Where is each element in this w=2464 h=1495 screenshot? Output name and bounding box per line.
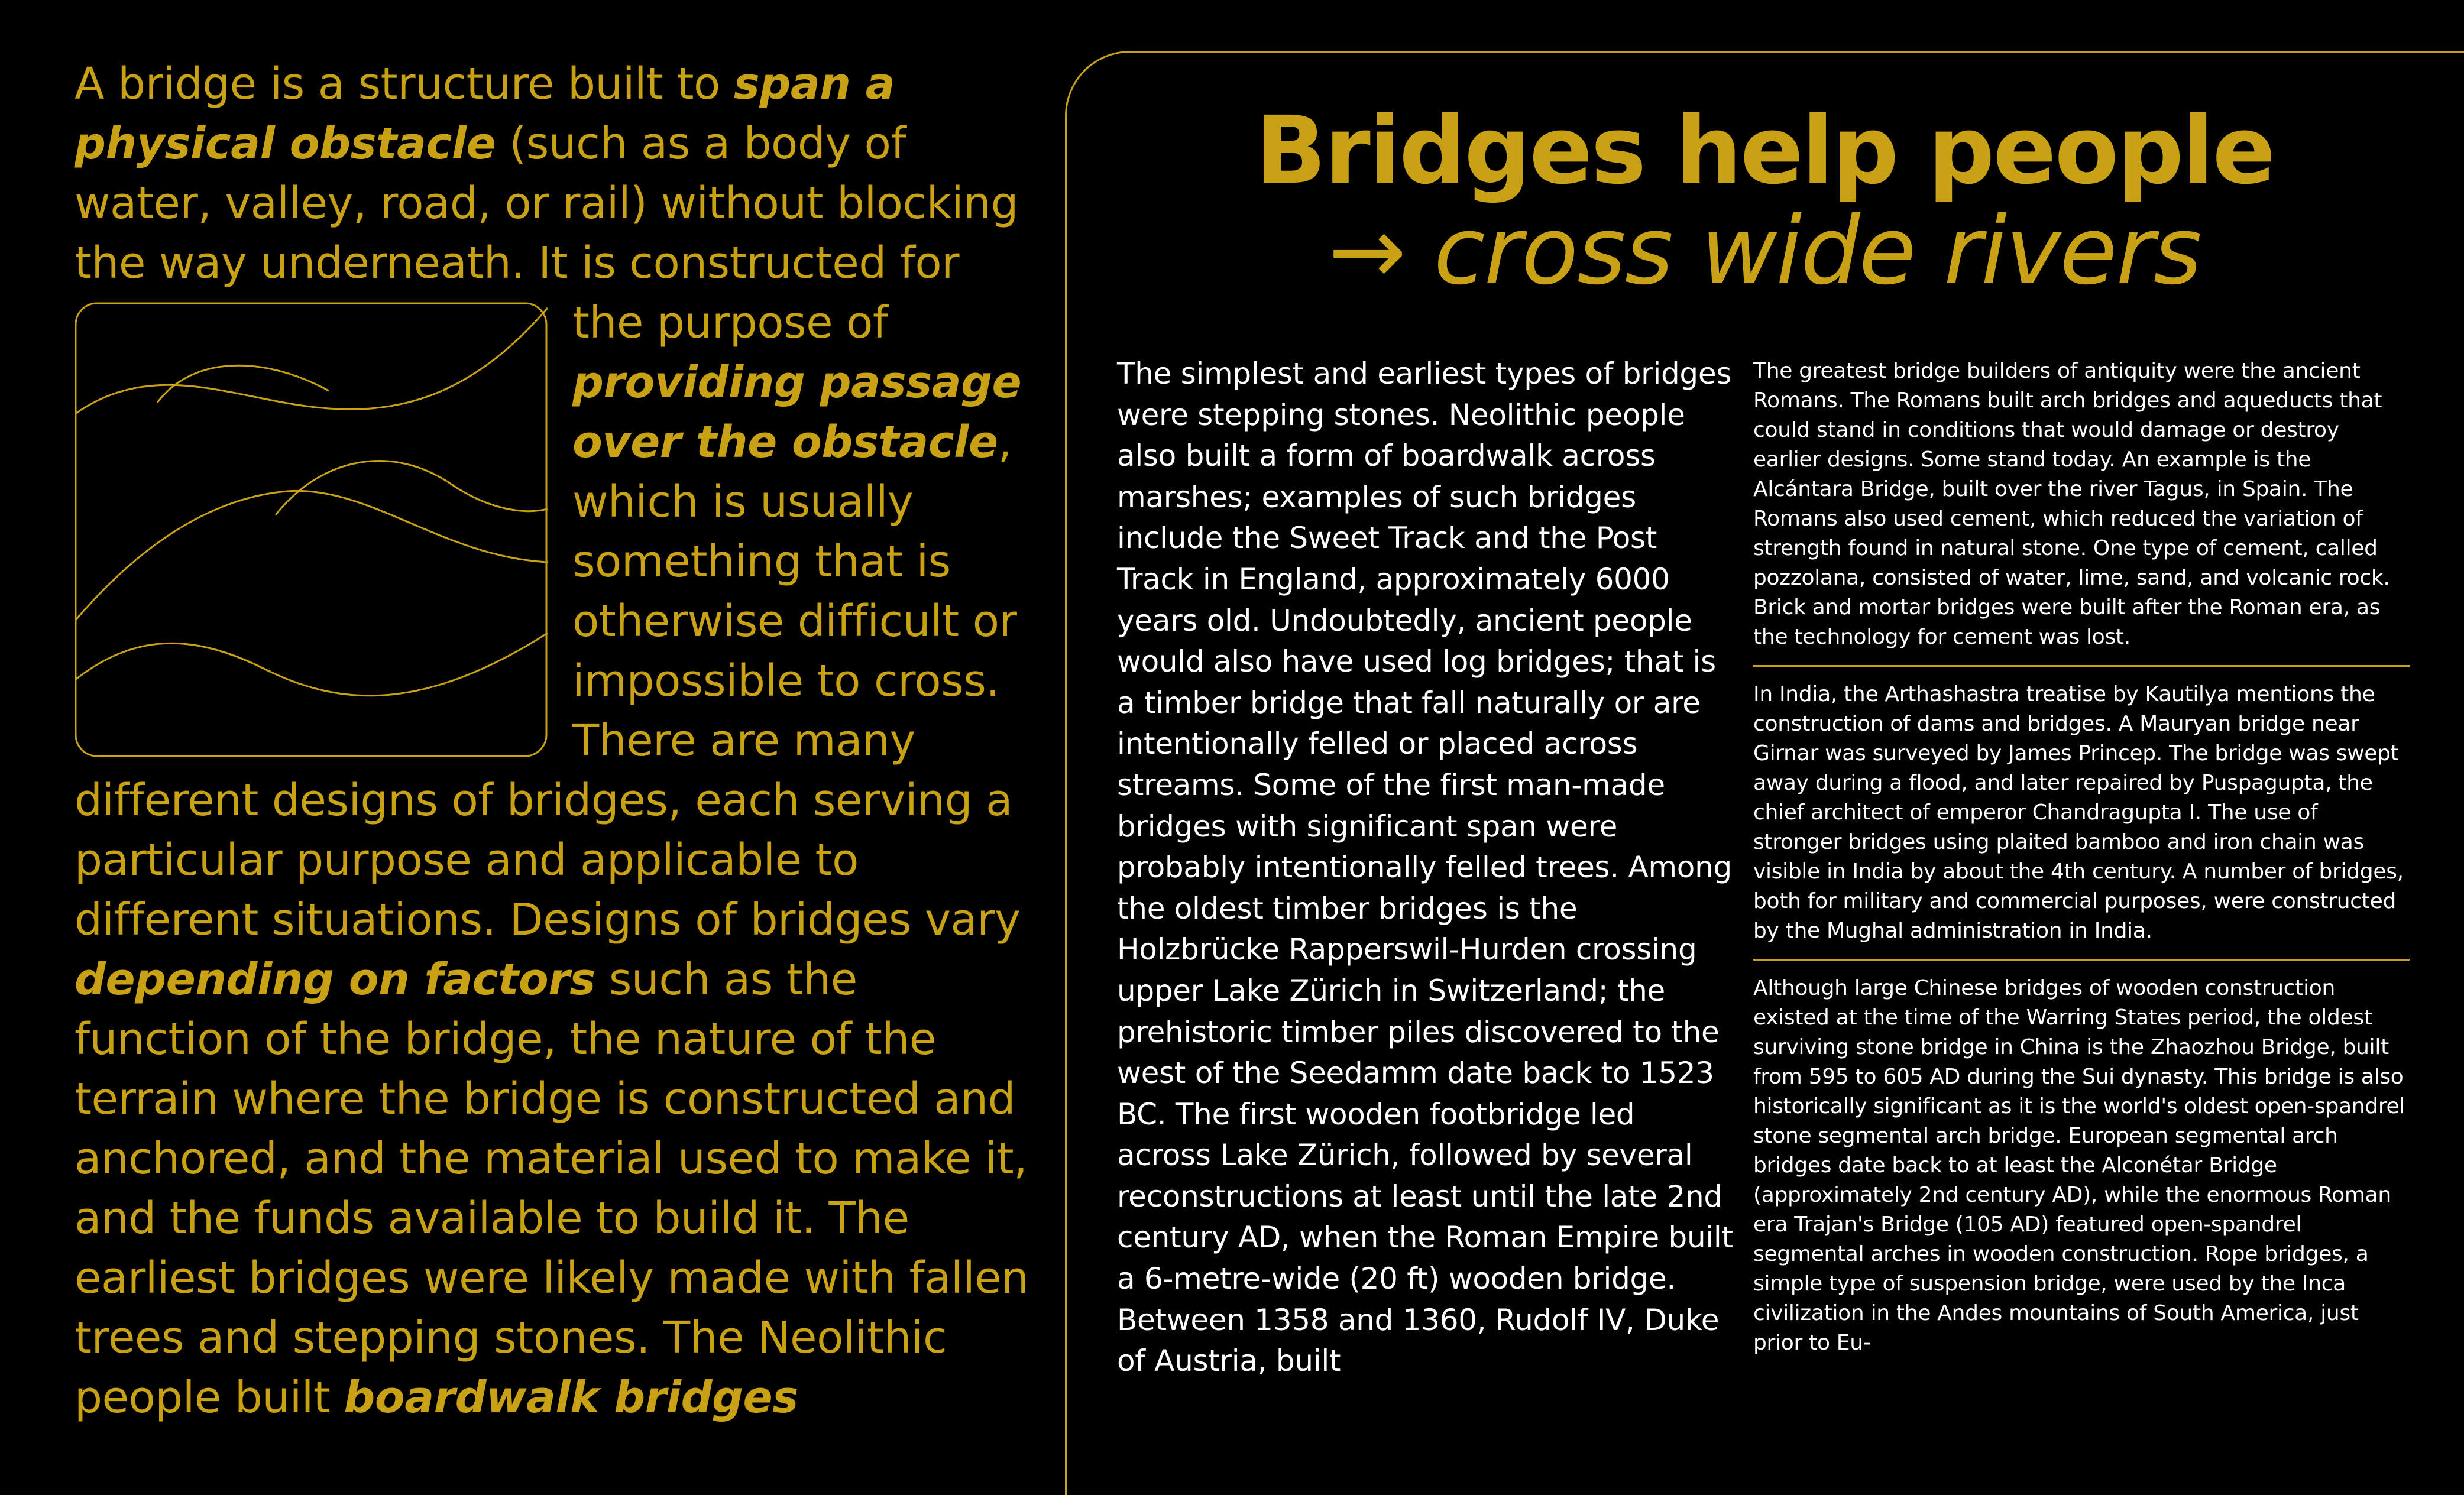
section-india: In India, the Arthashastra treatise by Kautilya mentions the construction of dams and bridges. A Mauryan bridge near Girnar was surveyed by James Princep. The bridge was swept away during a flood, and later repaired by Puspagupta, the chief architect of emperor Chandragupta I. The use of stronger bridges using plaited bamboo and iron chain was visible in India by about the 4th century. A number of bridges, both for military and commercial purposes, were constructed by the Mughal administration in India. [1753, 682, 2404, 943]
rolling-hills-icon [75, 302, 548, 757]
history-column [1117, 354, 1735, 1382]
sidebar-column [1753, 356, 2410, 1358]
highlight-span-factors: depending on factors [75, 954, 595, 1005]
intro-text-3: , which is usually something that is otherwise difficult or impossible to cross. There are many different designs of bridges, each serving a particular purpose and applicable to different situations. Designs of bridges vary [75, 417, 1021, 945]
headline [1065, 96, 2464, 306]
section-divider [1753, 665, 2410, 667]
highlight-span-passage: providing passage over the obstacle [572, 357, 1022, 468]
section-china: Although large Chinese bridges of wooden construction existed at the time of the Warring States period, the oldest surviving stone bridge in China is the Zhaozhou Bridge, built from 595 to 605 AD during the Sui dynasty. This bridge is also historically significant as it is the world's oldest open-spandrel stone segmental arch bridge. European segmental arch bridges date back to at least the Alconétar Bridge (approximately 2nd century AD), while the enormous Roman era Trajan's Bridge (105 AD) featured open-spandrel segmental arches in wooden construction. Rope bridges, a simple type of suspension bridge, were used by the Inca civilization in the Andes mountains of South America, just prior to Eu- [1753, 976, 2405, 1355]
section-romans: The greatest bridge builders of antiquity were the ancient Romans. The Romans built arch bridges and aqueducts that could stand in conditions that would damage or destroy earlier designs. Some stand today. An example is the Alcántara Bridge, built over the river Tagus, in Spain. The Romans also used cement, which reduced the variation of strength found in natural stone. One type of cement, called pozzolana, consisted of water, lime, sand, and volcanic rock. Brick and mortar bridges were built after the Roman era, as the technology for cement was lost. [1753, 359, 2390, 649]
intro-text-4: such as the function of the bridge, the nature of the terrain where the bridge is constructed and anchored, and the material used to make it, and the funds available to build it. The earliest bridges were likely made with fallen trees and stepping stones. The Neolithic people built [75, 954, 1029, 1423]
intro-paragraph [75, 54, 1034, 1428]
intro-text-1: A bridge is a structure built to [75, 59, 734, 109]
section-divider [1753, 959, 2410, 961]
headline-line-1: Bridges help people [1255, 96, 2274, 205]
intro-column [75, 54, 1034, 1428]
highlight-span-boardwalk: boardwalk bridges [344, 1372, 798, 1423]
intro-text-2: (such as a body of water, valley, road, or rail) without blocking the way underneath. It is constructed for the purpose of [75, 118, 1018, 348]
highlight-span-obstacle: span a physical obstacle [75, 59, 895, 169]
headline-line-2: → cross wide rivers [1328, 197, 2201, 306]
history-paragraph: The simplest and earliest types of bridges were stepping stones. Neolithic people also built a form of boardwalk across marshes; examples of such bridges include the Sweet Track and the Post Track in England, approximately 6000 years old. Undoubtedly, ancient people would also have used log bridges; that is a timber bridge that fall naturally or are intentionally felled or placed across streams. Some of the first man-made bridges with significant span were probably intentionally felled trees. Among the oldest timber bridges is the Holzbrücke Rapperswil-Hurden crossing upper Lake Zürich in Switzerland; the prehistoric timber piles discovered to the west of the Seedamm date back to 1523 BC. The first wooden footbridge led across Lake Zürich, followed by several reconstructions at least until the late 2nd century AD, when the Roman Empire built a 6-metre-wide (20 ft) wooden bridge. Between 1358 and 1360, Rudolf IV, Duke of Austria, built [1117, 356, 1733, 1379]
